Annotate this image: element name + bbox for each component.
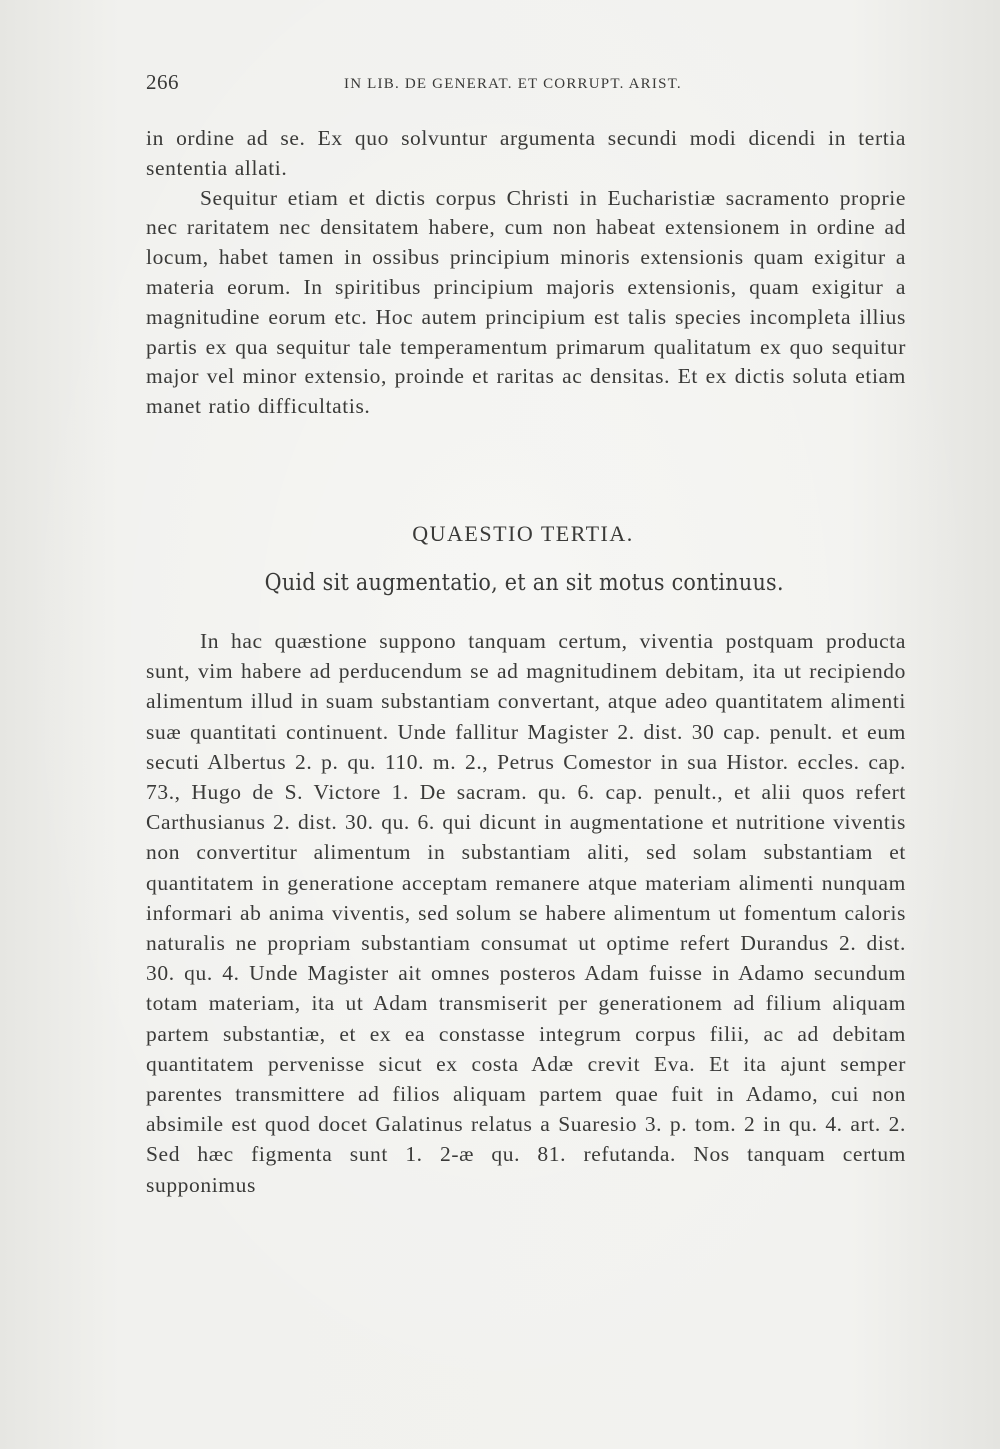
upper-text-block [146, 124, 906, 422]
lower-text-block [146, 626, 906, 1200]
in-hac-paragraph: In hac quæstione suppono tanquam certum, viventia postquam producta sunt, vim habere ad perducendum se ad magnitudinem debitam, ita ut recipiendo alimentum illud in suam substantiam convertant, atque adeo quantitatem alimenti suæ quantitati continuent. Unde fallitur Magister 2. dist. 30 cap. penult. et eum secuti Albertus 2. p. qu. 110. m. 2., Petrus Comestor in sua Histor. eccles. cap. 73., Hugo de S. Victore 1. De sacram. qu. 6. cap. penult., et alii quos refert Carthusianus 2. dist. 30. qu. 6. qui dicunt in augmentatione et nutritione viventis non convertitur alimentum in substantiam aliti, sed solam substantiam et quantitatem in generatione acceptam remanere atque materiam alimenti nunquam informari ab anima viventis, sed solum se habere alimentum ut fomentum caloris naturalis ne propriam substantiam consumat ut optime refert Durandus 2. dist. 30. qu. 4. Unde Magister ait omnes posteros Adam fuisse in Adamo secundum totam materiam, ita ut Adam transmiserit per generationem ad filium aliquam partem substantiæ, et ex ea constasse integrum corpus filii, ac ad debitam quantitatem pervenisse sicut ex costa Adæ crevit Eva. Et ita ajunt semper parentes transmittere ad filios aliquam partem quae fuit in Adamo, cui non absimile est quod docet Galatinus relatus a Suaresio 3. p. tom. 2 in qu. 4. art. 2. Sed hæc figmenta sunt 1. 2-æ qu. 81. refutanda. Nos tanquam certum supponimus [146, 629, 906, 1197]
running-title: IN LIB. DE GENERAT. ET CORRUPT. ARIST. [344, 76, 682, 92]
continuation-paragraph: in ordine ad se. Ex quo solvuntur argumenta secundi modi dicendi in tertia sententia allati. [146, 126, 906, 180]
question-heading: QUAESTIO TERTIA. [412, 521, 634, 546]
question-subheading: Quid sit augmentatio, et an sit motus continuus. [264, 570, 784, 596]
page-number: 266 [146, 70, 179, 94]
sequitur-paragraph: Sequitur etiam et dictis corpus Christi in Eucharistiæ sacramento proprie nec raritatem nec densitatem habere, cum non habeat extensionem in ordine ad locum, habet tamen in ossibus principium minoris extensionis quam exigitur a materia eorum. In spiritibus principium majoris extensionis, quam exigitur a magnitudine eorum etc. Hoc autem principium est talis species incompleta illius partis ex qua sequitur tale temperamentum primarum qualitatum ex quo sequitur major vel minor extensio, proinde et raritas ac densitas. Et ex dictis soluta etiam manet ratio difficultatis. [146, 185, 906, 419]
running-head [146, 68, 906, 98]
